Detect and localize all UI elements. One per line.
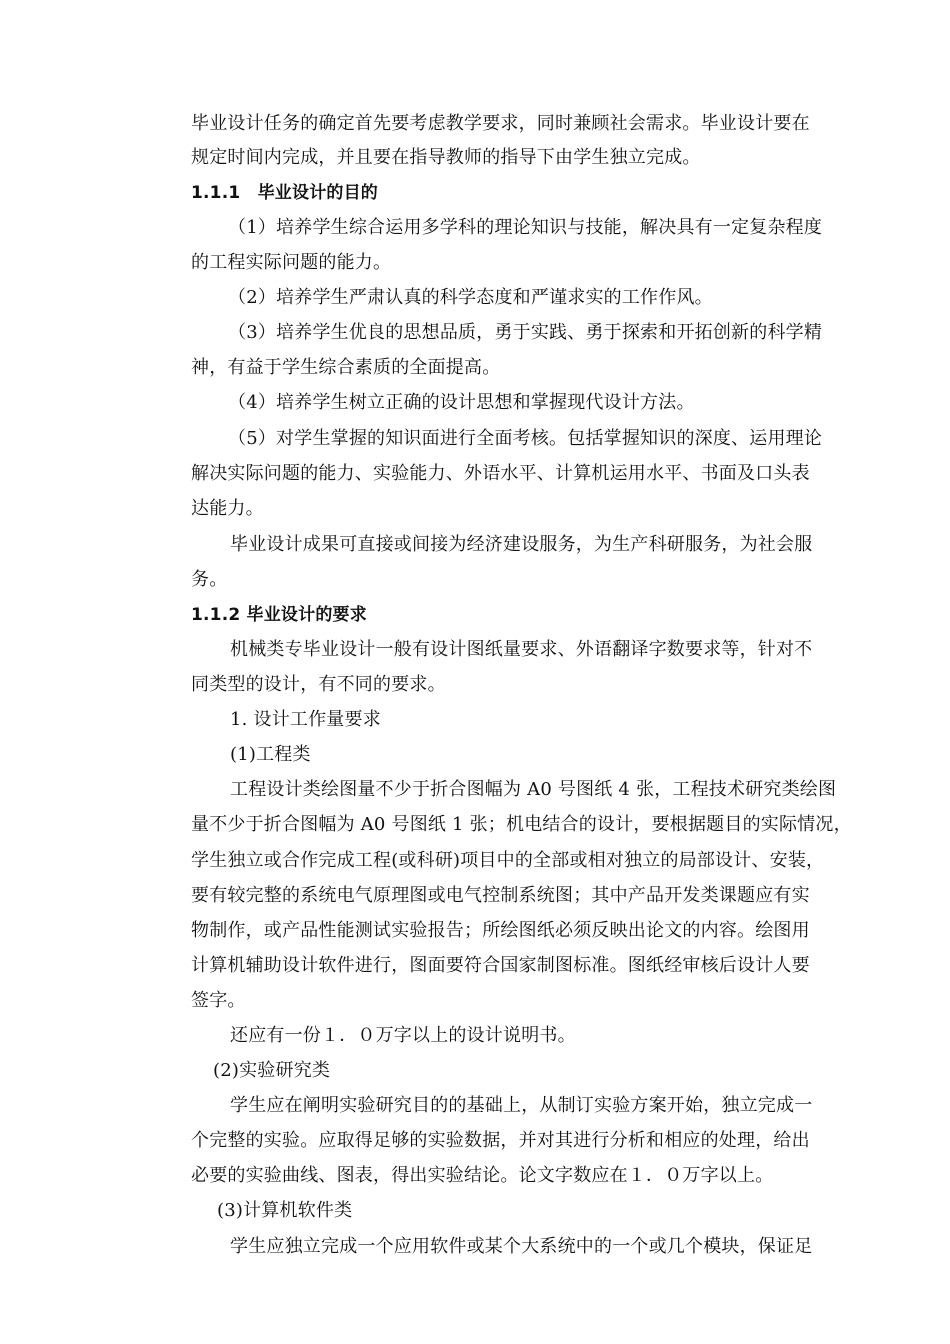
intro-line-2: 规定时间内完成，并且要在指导教师的指导下由学生独立完成。 bbox=[191, 147, 701, 168]
experimental-line-3: 必要的实验曲线、图表，得出实验结论。论文字数应在１．０万字以上。 bbox=[191, 1165, 774, 1186]
requirements-intro-line-1: 机械类专毕业设计一般有设计图纸量要求、外语翻译字数要求等，针对不 bbox=[230, 639, 813, 660]
goal-1-line-2: 的工程实际问题的能力。 bbox=[191, 252, 392, 273]
outcome-line-2: 务。 bbox=[191, 569, 228, 590]
subheading-experimental: (2)实验研究类 bbox=[213, 1060, 331, 1081]
engineering-line-2: 量不少于折合图幅为 A0 号图纸 1 张；机电结合的设计，要根据题目的实际情况， bbox=[191, 814, 852, 835]
goal-2-line: （2）培养学生严肃认真的科学态度和严谨求实的工作作风。 bbox=[228, 287, 713, 308]
engineering-line-6: 计算机辅助设计软件进行，图面要符合国家制图标准。图纸经审核后设计人要 bbox=[191, 955, 810, 976]
section-heading-1-1-2: 1.1.2 毕业设计的要求 bbox=[191, 605, 367, 625]
experimental-line-2: 个完整的实验。应取得足够的实验数据，并对其进行分析和相应的处理，给出 bbox=[191, 1130, 810, 1151]
subheading-engineering: (1)工程类 bbox=[230, 744, 311, 765]
engineering-line-1: 工程设计类绘图量不少于折合图幅为 A0 号图纸 4 张，工程技术研究类绘图 bbox=[230, 779, 837, 800]
goal-3-line-1: （3）培养学生优良的思想品质，勇于实践、勇于探索和开拓创新的科学精 bbox=[228, 322, 823, 343]
engineering-line-5: 物制作，或产品性能测试实验报告；所绘图纸必须反映出论文的内容。绘图用 bbox=[191, 920, 810, 941]
workload-heading: 1. 设计工作量要求 bbox=[230, 709, 381, 730]
outcome-line-1: 毕业设计成果可直接或间接为经济建设服务，为生产科研服务，为社会服 bbox=[230, 534, 813, 555]
engineering-line-7: 签字。 bbox=[191, 990, 246, 1011]
subheading-software: (3)计算机软件类 bbox=[217, 1200, 353, 1221]
software-line-1: 学生应独立完成一个应用软件或某个大系统中的一个或几个模块，保证足 bbox=[230, 1236, 813, 1257]
section-heading-1-1-1: 1.1.1 毕业设计的目的 bbox=[191, 183, 379, 203]
goal-4-line: （4）培养学生树立正确的设计思想和掌握现代设计方法。 bbox=[228, 392, 695, 413]
requirements-intro-line-2: 同类型的设计，有不同的要求。 bbox=[191, 674, 446, 695]
engineering-line-3: 学生独立或合作完成工程(或科研)项目中的全部或相对独立的局部设计、安装， bbox=[191, 850, 825, 871]
goal-5-line-1: （5）对学生掌握的知识面进行全面考核。包括掌握知识的深度、运用理论 bbox=[228, 428, 823, 449]
goal-5-line-3: 达能力。 bbox=[191, 498, 264, 519]
goal-1-line-1: （1）培养学生综合运用多学科的理论知识与技能，解决具有一定复杂程度 bbox=[228, 217, 823, 238]
experimental-line-1: 学生应在阐明实验研究目的的基础上，从制订实验方案开始，独立完成一 bbox=[230, 1095, 813, 1116]
engineering-line-4: 要有较完整的系统电气原理图或电气控制系统图；其中产品开发类课题应有实 bbox=[191, 885, 810, 906]
engineering-line-8: 还应有一份１．０万字以上的设计说明书。 bbox=[230, 1025, 576, 1046]
intro-line-1: 毕业设计任务的确定首先要考虑教学要求，同时兼顾社会需求。毕业设计要在 bbox=[191, 113, 810, 134]
goal-3-line-2: 神，有益于学生综合素质的全面提高。 bbox=[191, 357, 501, 378]
goal-5-line-2: 解决实际问题的能力、实验能力、外语水平、计算机运用水平、书面及口头表 bbox=[191, 463, 810, 484]
